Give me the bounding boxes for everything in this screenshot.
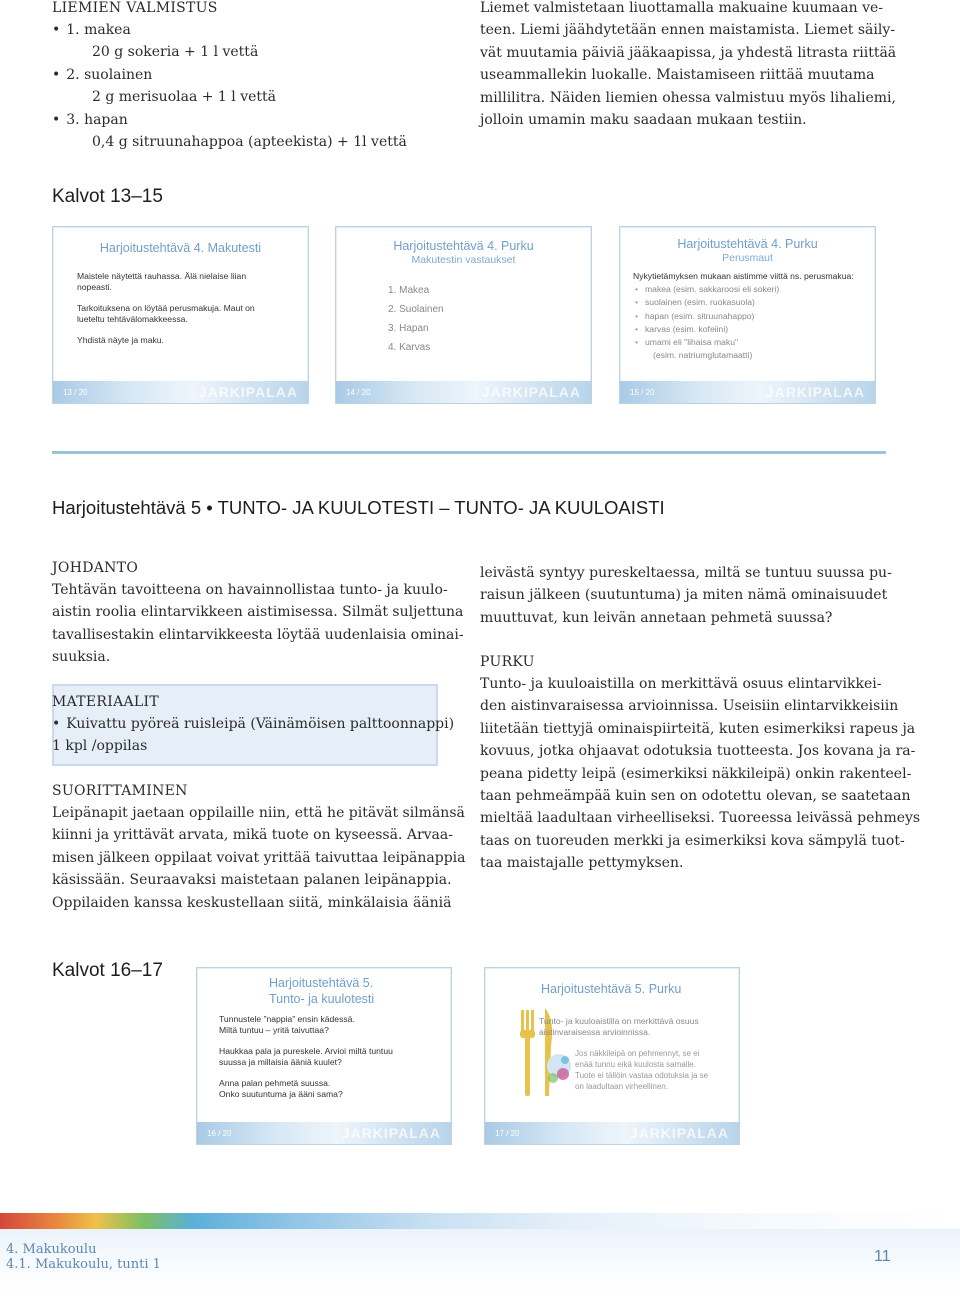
slide-page-number: 17 / 20 (495, 1129, 520, 1138)
kalvot-13-15-heading: Kalvot 13–15 (52, 186, 163, 207)
text-line: 1 kpl /oppilas (52, 738, 148, 755)
text-line: Maistele näytettä rauhassa. Älä nielaise liian (77, 271, 247, 281)
text-line: vät muutamia päiviä jääkaapissa, ja yhdestä litrasta riittää (480, 44, 897, 61)
slide-page-number: 16 / 20 (207, 1129, 232, 1138)
text-line: peana pidetty leipä (esimerkiksi näkkileipä) onkin rakenteel- (480, 765, 912, 782)
list-item (633, 323, 854, 336)
suorittaminen-continued (480, 562, 892, 629)
item-main: hapan (645, 310, 669, 321)
johdanto-text (52, 579, 464, 669)
text-line: Liemet valmistetaan liuottamalla makuaine kuumaan ve- (480, 0, 884, 16)
item-note: (esim. kofeiini) (670, 323, 729, 334)
text-line: jolloin umamin maku saadaan mukaan testiin. (480, 112, 807, 129)
list-item: • Kuivattu pyöreä ruisleipä (Väinämöisen palttoonnappi) (52, 713, 454, 735)
footer-color-band (0, 1213, 960, 1229)
text-line: liitetään tiettyjä ominaispiirteitä, kuten esimerkiksi rapeus ja (480, 720, 916, 737)
list-item-detail: 2 g merisuolaa + 1 l vettä (92, 89, 277, 106)
list-item: 1. Makea (388, 285, 430, 296)
text-line: aistin roolia elintarvikkeen aistimisessa. Silmät suljettuna (52, 604, 464, 621)
slide-title: Harjoitustehtävä 4. Purku (677, 237, 818, 251)
list-item: 4. Karvas (388, 342, 431, 353)
slide-title: Harjoitustehtävä 4. Purku (393, 239, 534, 253)
list-item (633, 310, 854, 323)
kalvot-16-17-heading: Kalvot 16–17 (52, 960, 163, 981)
text-line: taa maistajalle pettymyksen. (480, 855, 684, 872)
brand-logo: JARKIPALAA (481, 384, 581, 400)
slide-page-number: 13 / 20 (63, 388, 88, 397)
text-line: Yhdistä näyte ja maku. (77, 335, 164, 345)
text-line: taan pehmeämpää kuin sen on odotettu olevan, se saatetaan (480, 788, 911, 805)
slide-text (77, 271, 255, 346)
brand-logo: JARKIPALAA (341, 1125, 441, 1141)
text-line: tavallisestakin elintarvikkeesta löytää uudenlaisia ominai- (52, 626, 464, 643)
text-line: muuttuvat, kun leivän annetaan pehmetä suussa? (480, 609, 833, 626)
brand-logo: JARKIPALAA (629, 1125, 729, 1141)
text-line: kovuus, jotka ohjaavat odotuksia tuotteesta. Jos kovana ja ra- (480, 743, 916, 760)
list-item (633, 296, 854, 309)
text-line: taas on tuoreuden merkki ja esimerkiksi kova sämpylä tuot- (480, 832, 905, 849)
list-item: 2. Suolainen (388, 304, 444, 315)
purku-text (480, 673, 920, 875)
text-line: Haukkaa pala ja pureskele. Arvioi miltä tuntuu (219, 1046, 393, 1056)
item-note: (esim. natriumglutamaatti) (653, 350, 753, 361)
list-item-detail: 20 g sokeria + 1 l vettä (92, 44, 259, 61)
cutlery-illustration-icon (503, 1000, 573, 1100)
text-line: useammallekin luokalle. Maistamiseen riittää muutama (480, 67, 875, 84)
text-line: enää tunnu eikä kuulosta samalle. (575, 1060, 696, 1069)
text-line: nopeasti. (77, 282, 112, 292)
text-line: Nykytietämyksen mukaan aistimme viittä ns. perusmakua: (633, 271, 854, 281)
slide-title: Harjoitustehtävä 4. Makutesti (99, 241, 262, 255)
item-note: (esim. sakkaroosi eli sokeri) (670, 284, 780, 295)
page-number: 11 (874, 1248, 891, 1265)
section-divider (52, 451, 886, 454)
text-line: mieltää laadultaan virheelliseksi. Tuoreessa leivässä pehmeys (480, 810, 921, 827)
slide-text (539, 1016, 699, 1038)
list-item: • 2. suolainen (52, 64, 407, 86)
brand-logo: JARKIPALAA (198, 384, 298, 400)
slide-title: Harjoitustehtävä 5. (269, 976, 374, 990)
suorittaminen-text (52, 802, 466, 914)
liemien-list (52, 19, 407, 153)
text-line: misen jälkeen oppilaat voivat yrittää taivuttaa leipänappia (52, 849, 466, 866)
purku-heading: PURKU (480, 654, 535, 670)
text-line: Tunto- ja kuuloaistilla on merkittävä osuus (539, 1016, 699, 1026)
text-line: kiinni ja yrittävät arvata, mikä tuote on kyseessä. Arvaa- (52, 827, 453, 844)
task5-heading: Harjoitustehtävä 5 • TUNTO- JA KUULOTESTI – TUNTO- JA KUULOAISTI (52, 497, 665, 518)
footer-chapter: 4. Makukoulu (6, 1242, 97, 1257)
text-line: millilitra. Näiden liemien ohessa valmistuu myös lihaliemi, (480, 89, 896, 106)
item-note: (esim. ruokasuola) (681, 297, 755, 308)
list-item: • 3. hapan (52, 109, 407, 131)
list-item-detail: 0,4 g sitruunahappoa (apteekista) + 1l vettä (92, 134, 407, 151)
list-item (633, 336, 854, 349)
text-line: suuksia. (52, 649, 111, 666)
slide-16 (196, 967, 452, 1145)
footer-section: 4.1. Makukoulu, tunti 1 (6, 1257, 161, 1272)
liemet-paragraph (480, 0, 896, 131)
materiaalit-heading: MATERIAALIT (52, 694, 159, 710)
text-line: Tarkoituksena on löytää perusmakuja. Maut on (77, 303, 255, 313)
text-line: käsissään. Seuraavaksi maistetaan palanen leipänappia. (52, 872, 452, 889)
item-note: (esim. sitruunahappo) (668, 310, 755, 321)
text-line: Anna palan pehmetä suussa. (219, 1078, 331, 1088)
item-main: makea (645, 284, 671, 295)
slide-14 (335, 226, 592, 404)
slide-subtitle: Perusmaut (722, 252, 773, 264)
slide-text (219, 1014, 393, 1100)
text-line: Onko suutuntuma ja ääni sama? (219, 1089, 343, 1099)
text-line: Tehtävän tavoitteena on havainnollistaa tunto- ja kuulo- (52, 582, 448, 598)
liemien-heading: LIEMIEN VALMISTUS (52, 0, 218, 16)
brand-logo: JARKIPALAA (765, 384, 865, 400)
text-line: suussa ja millaisia ääniä kuulet? (219, 1057, 342, 1067)
slide-13 (52, 226, 309, 404)
slide-page-number: 15 / 20 (630, 388, 655, 397)
list-item: • 1. makea (52, 19, 407, 41)
text-line: Tuote ei tällöin vastaa odotuksia ja se (575, 1071, 709, 1080)
text-line: aistinvaraisessa arvioinnissa. (539, 1027, 651, 1037)
text-line: Miltä tuntuu – yritä taivuttaa? (219, 1025, 329, 1035)
text-line: Tunto- ja kuuloaistilla on merkittävä osuus elintarvikkei- (480, 676, 882, 692)
list-item (633, 283, 854, 296)
text-line: lueteltu tehtävälomakkeessa. (77, 314, 188, 324)
suorittaminen-heading: SUORITTAMINEN (52, 783, 188, 799)
text-line: on laadultaan virheellinen. (575, 1082, 668, 1091)
text-line: raisun jälkeen (suutuntuma) ja miten nämä ominaisuudet (480, 587, 888, 604)
text-line: Jos näkkileipä on pehmennyt, se ei (575, 1049, 700, 1058)
text-line: Oppilaiden kanssa keskustellaan siitä, minkälaisia ääniä (52, 894, 452, 911)
slide-17 (484, 967, 740, 1145)
slide-list (388, 281, 444, 357)
slide-text (575, 1048, 708, 1092)
item-main: suolainen (645, 297, 682, 308)
item-main: karvas (645, 323, 671, 334)
slide-title: Harjoitustehtävä 5. Purku (541, 982, 682, 996)
text-line: Tunnustele ”nappia” ensin kädessä. (219, 1014, 355, 1024)
slide-subtitle: Makutestin vastaukset (411, 254, 516, 266)
item-main: umami eli "lihaisa maku" (645, 337, 739, 348)
footer-breadcrumb (6, 1242, 161, 1272)
slide-title-line2: Tunto- ja kuulotesti (269, 992, 375, 1006)
text-line: leivästä syntyy pureskeltaessa, miltä se tuntuu suussa pu- (480, 565, 892, 581)
johdanto-heading: JOHDANTO (52, 560, 139, 576)
text-line: den aistinvaraisessa arvioinnissa. Useisiin elintarvikkeisiin (480, 698, 899, 715)
text-line: Leipänapit jaetaan oppilaille niin, että he pitävät silmänsä (52, 805, 465, 821)
slide-page-number: 14 / 20 (346, 388, 371, 397)
materiaalit-text (52, 713, 454, 758)
slide-15 (619, 226, 876, 404)
list-item: 3. Hapan (388, 323, 429, 334)
slide-text (633, 270, 854, 362)
text-line: teen. Liemi jäähdytetään ennen maistamista. Liemet säily- (480, 22, 895, 39)
